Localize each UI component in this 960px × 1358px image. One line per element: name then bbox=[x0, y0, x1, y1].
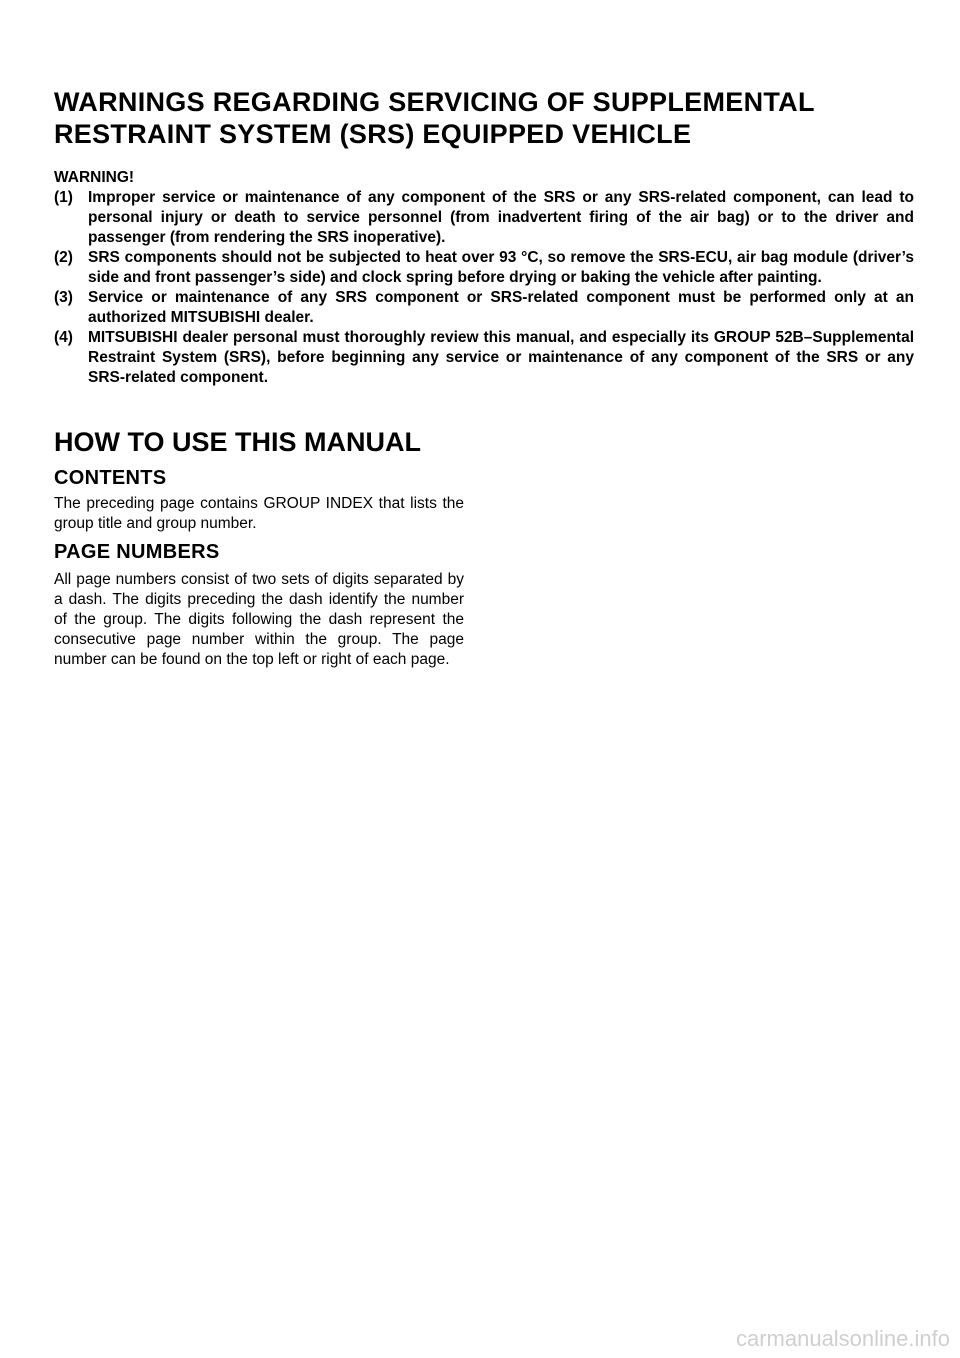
warning-item-4 bbox=[54, 328, 914, 388]
warning-item-number: (3) bbox=[54, 289, 73, 306]
page-title-line-2: RESTRAINT SYSTEM (SRS) EQUIPPED VEHICLE bbox=[54, 119, 692, 149]
warning-item-text: Improper service or maintenance of any component of the SRS or any SRS-related component, can lead to personal injury or death to service personnel (from inadvertent firing of the air bag) or to the driver and passenger (from rendering the SRS inoperative). bbox=[88, 189, 914, 246]
warning-label: WARNING! bbox=[54, 169, 135, 186]
warning-item-number: (2) bbox=[54, 249, 73, 266]
warning-block bbox=[54, 168, 914, 388]
section-heading-how-to-use: HOW TO USE THIS MANUAL bbox=[54, 427, 421, 457]
warning-item-2 bbox=[54, 248, 914, 288]
contents-paragraph: The preceding page contains GROUP INDEX that lists the group title and group number. bbox=[54, 495, 464, 532]
page-title bbox=[54, 86, 914, 150]
warning-item-text: SRS components should not be subjected to heat over 93 °C, so remove the SRS-ECU, air bag module (driver’s side and front passenger’s side) and clock spring before drying or baking the vehicle after painting. bbox=[88, 249, 914, 286]
warning-item-text: MITSUBISHI dealer personal must thoroughly review this manual, and especially its GROUP 52B–Supplemental Restraint System (SRS), before beginning any service or maintenance of any component of the SRS or any SRS-related component. bbox=[88, 329, 914, 386]
warning-item-1 bbox=[54, 188, 914, 248]
page-numbers-paragraph: All page numbers consist of two sets of digits separated by a dash. The digits preceding the dash identify the number of the group. The digits following the dash represent the consecutive page number within the group. The page number can be found on the top left or right of each page. bbox=[54, 571, 464, 668]
warning-item-3 bbox=[54, 288, 914, 328]
warning-item-number: (4) bbox=[54, 329, 73, 346]
page-numbers-heading: PAGE NUMBERS bbox=[54, 541, 220, 563]
page-title-line-1: WARNINGS REGARDING SERVICING OF SUPPLEMENTAL bbox=[54, 87, 815, 117]
warning-item-text: Service or maintenance of any SRS component or SRS-related component must be performed only at an authorized MITSUBISHI dealer. bbox=[88, 289, 914, 326]
footer-watermark: carmanualsonline.info bbox=[735, 1326, 950, 1351]
warning-item-number: (1) bbox=[54, 189, 73, 206]
contents-heading: CONTENTS bbox=[54, 467, 167, 489]
warning-list bbox=[54, 188, 914, 388]
